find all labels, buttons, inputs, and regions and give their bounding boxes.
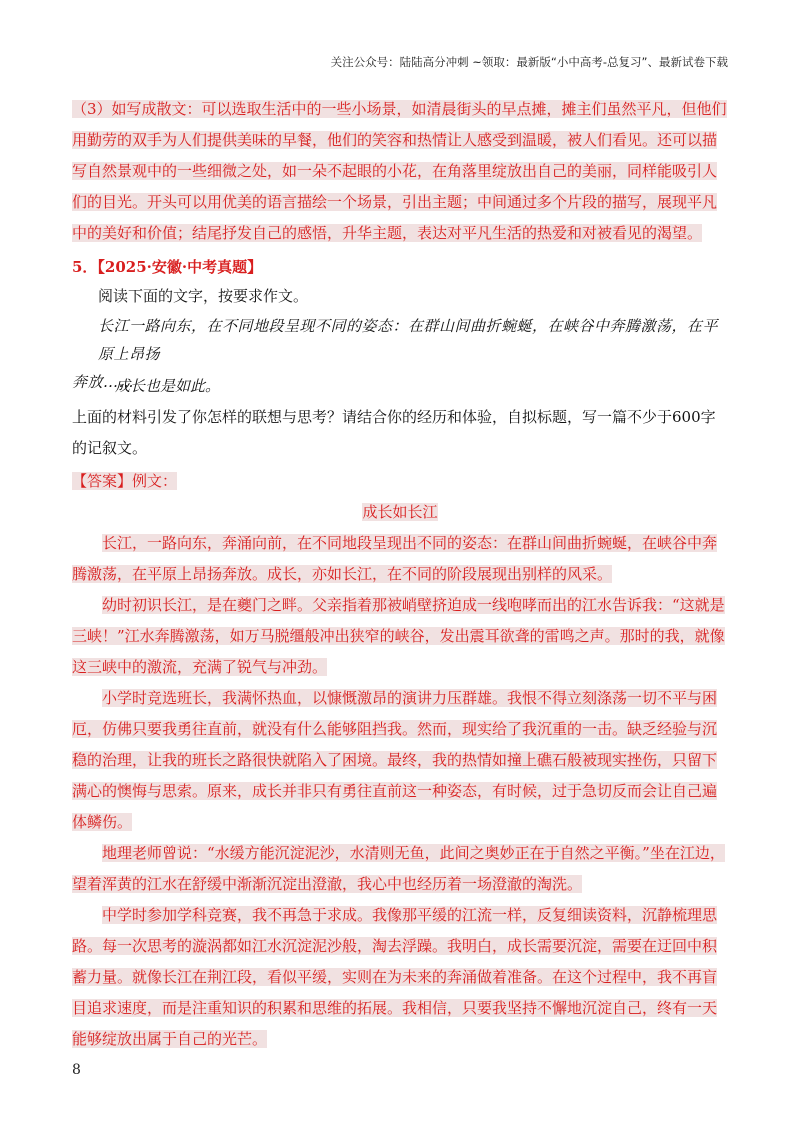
intro-block [72, 92, 728, 251]
question-instruction: 阅读下面的文字，按要求作文。 [98, 287, 309, 305]
answer-label: 【答案】例文： [72, 472, 178, 490]
essay-title: 成长如长江 [362, 503, 438, 521]
quote-line-2: 奔放…… [72, 373, 135, 391]
essay-paragraph: 长江，一路向东，奔涌向前，在不同地段呈现出不同的姿态：在群山间曲折蜿蜒，在峡谷中奔腾激荡，在平原上昂扬奔放。成长，亦如长江，在不同的阶段展现出别样的风采。 [72, 534, 718, 583]
answer-block [72, 466, 728, 1055]
quote-line-3: 成长也是如此。 [115, 377, 221, 395]
question-requirement: 上面的材料引发了你怎样的联想与思考？请结合你的经历和体验，自拟标题，写一篇不少于600字的记叙文。 [72, 408, 716, 457]
essay-paragraph: 中学时参加学科竞赛，我不再急于求成。我像那平缓的江流一样，反复细读资料，沉静梳理思路。每一次思考的漩涡都如江水沉淀泥沙般，淘去浮躁。我明白，成长需要沉淀，需要在迂回中积蓄力量。就像长江在荆江段，看似平缓，实则在为未来的奔涌做着准备。在这个过程中，我不再盲目追求速度，而是注重知识的积累和思维的拓展。我相信，只要我坚持不懈地沉淀自己，终有一天能够绽放出属于自己的光芒。 [72, 906, 718, 1048]
page-number: 8 [72, 1062, 81, 1078]
question-title: 5．【2025·安徽·中考真题】 [72, 258, 263, 276]
quote-line-1: 长江一路向东，在不同地段呈现不同的姿态：在群山间曲折蜿蜒，在峡谷中奔腾激荡，在平原上昂扬 [98, 317, 719, 363]
essay-paragraph: 幼时初识长江，是在夔门之畔。父亲指着那被峭壁挤迫成一线咆哮而出的江水告诉我：“这就是三峡！”江水奔腾激荡，如万马脱缰般冲出狭窄的峡谷，发出震耳欲聋的雷鸣之声。那时的我，就像这三峡中的激流，充满了锐气与冲劲。 [72, 596, 725, 676]
header-note: 关注公众号：陆陆高分冲刺 ~领取：最新版“小中高考-总复习”、最新试卷下载 [330, 55, 728, 69]
essay-paragraph: 小学时竞选班长，我满怀热血，以慷慨激昂的演讲力压群雄。我恨不得立刻涤荡一切不平与困厄，仿佛只要我勇往直前，就没有什么能够阻挡我。然而，现实给了我沉重的一击。缺乏经验与沉稳的治理，让我的班长之路很快就陷入了困境。最终，我的热情如撞上礁石般被现实挫伤，只留下满心的懊悔与思索。原来，成长并非只有勇往直前这一种姿态，有时候，过于急切反而会让自己遍体鳞伤。 [72, 689, 718, 831]
essay-paragraph: 地理老师曾说：“水缓方能沉淀泥沙，水清则无鱼，此间之奥妙正在于自然之平衡。”坐在江边，望着浑黄的江水在舒缓中渐渐沉淀出澄澈，我心中也经历着一场澄澈的淘洗。 [72, 844, 725, 893]
intro-text: （3）如写成散文：可以选取生活中的一些小场景，如清晨街头的早点摊，摊主们虽然平凡，但他们用勤劳的双手为人们提供美味的早餐，他们的笑容和热情让人感受到温暖，被人们看见。还可以描写自然景观中的一些细微之处，如一朵不起眼的小花，在角落里绽放出自己的美丽，同样能吸引人们的目光。开头可以用优美的语言描绘一个场景，引出主题；中间通过多个片段的描写，展现平凡中的美好和价值；结尾抒发自己的感悟，升华主题，表达对平凡生活的热爱和对被看见的渴望。 [72, 100, 727, 242]
